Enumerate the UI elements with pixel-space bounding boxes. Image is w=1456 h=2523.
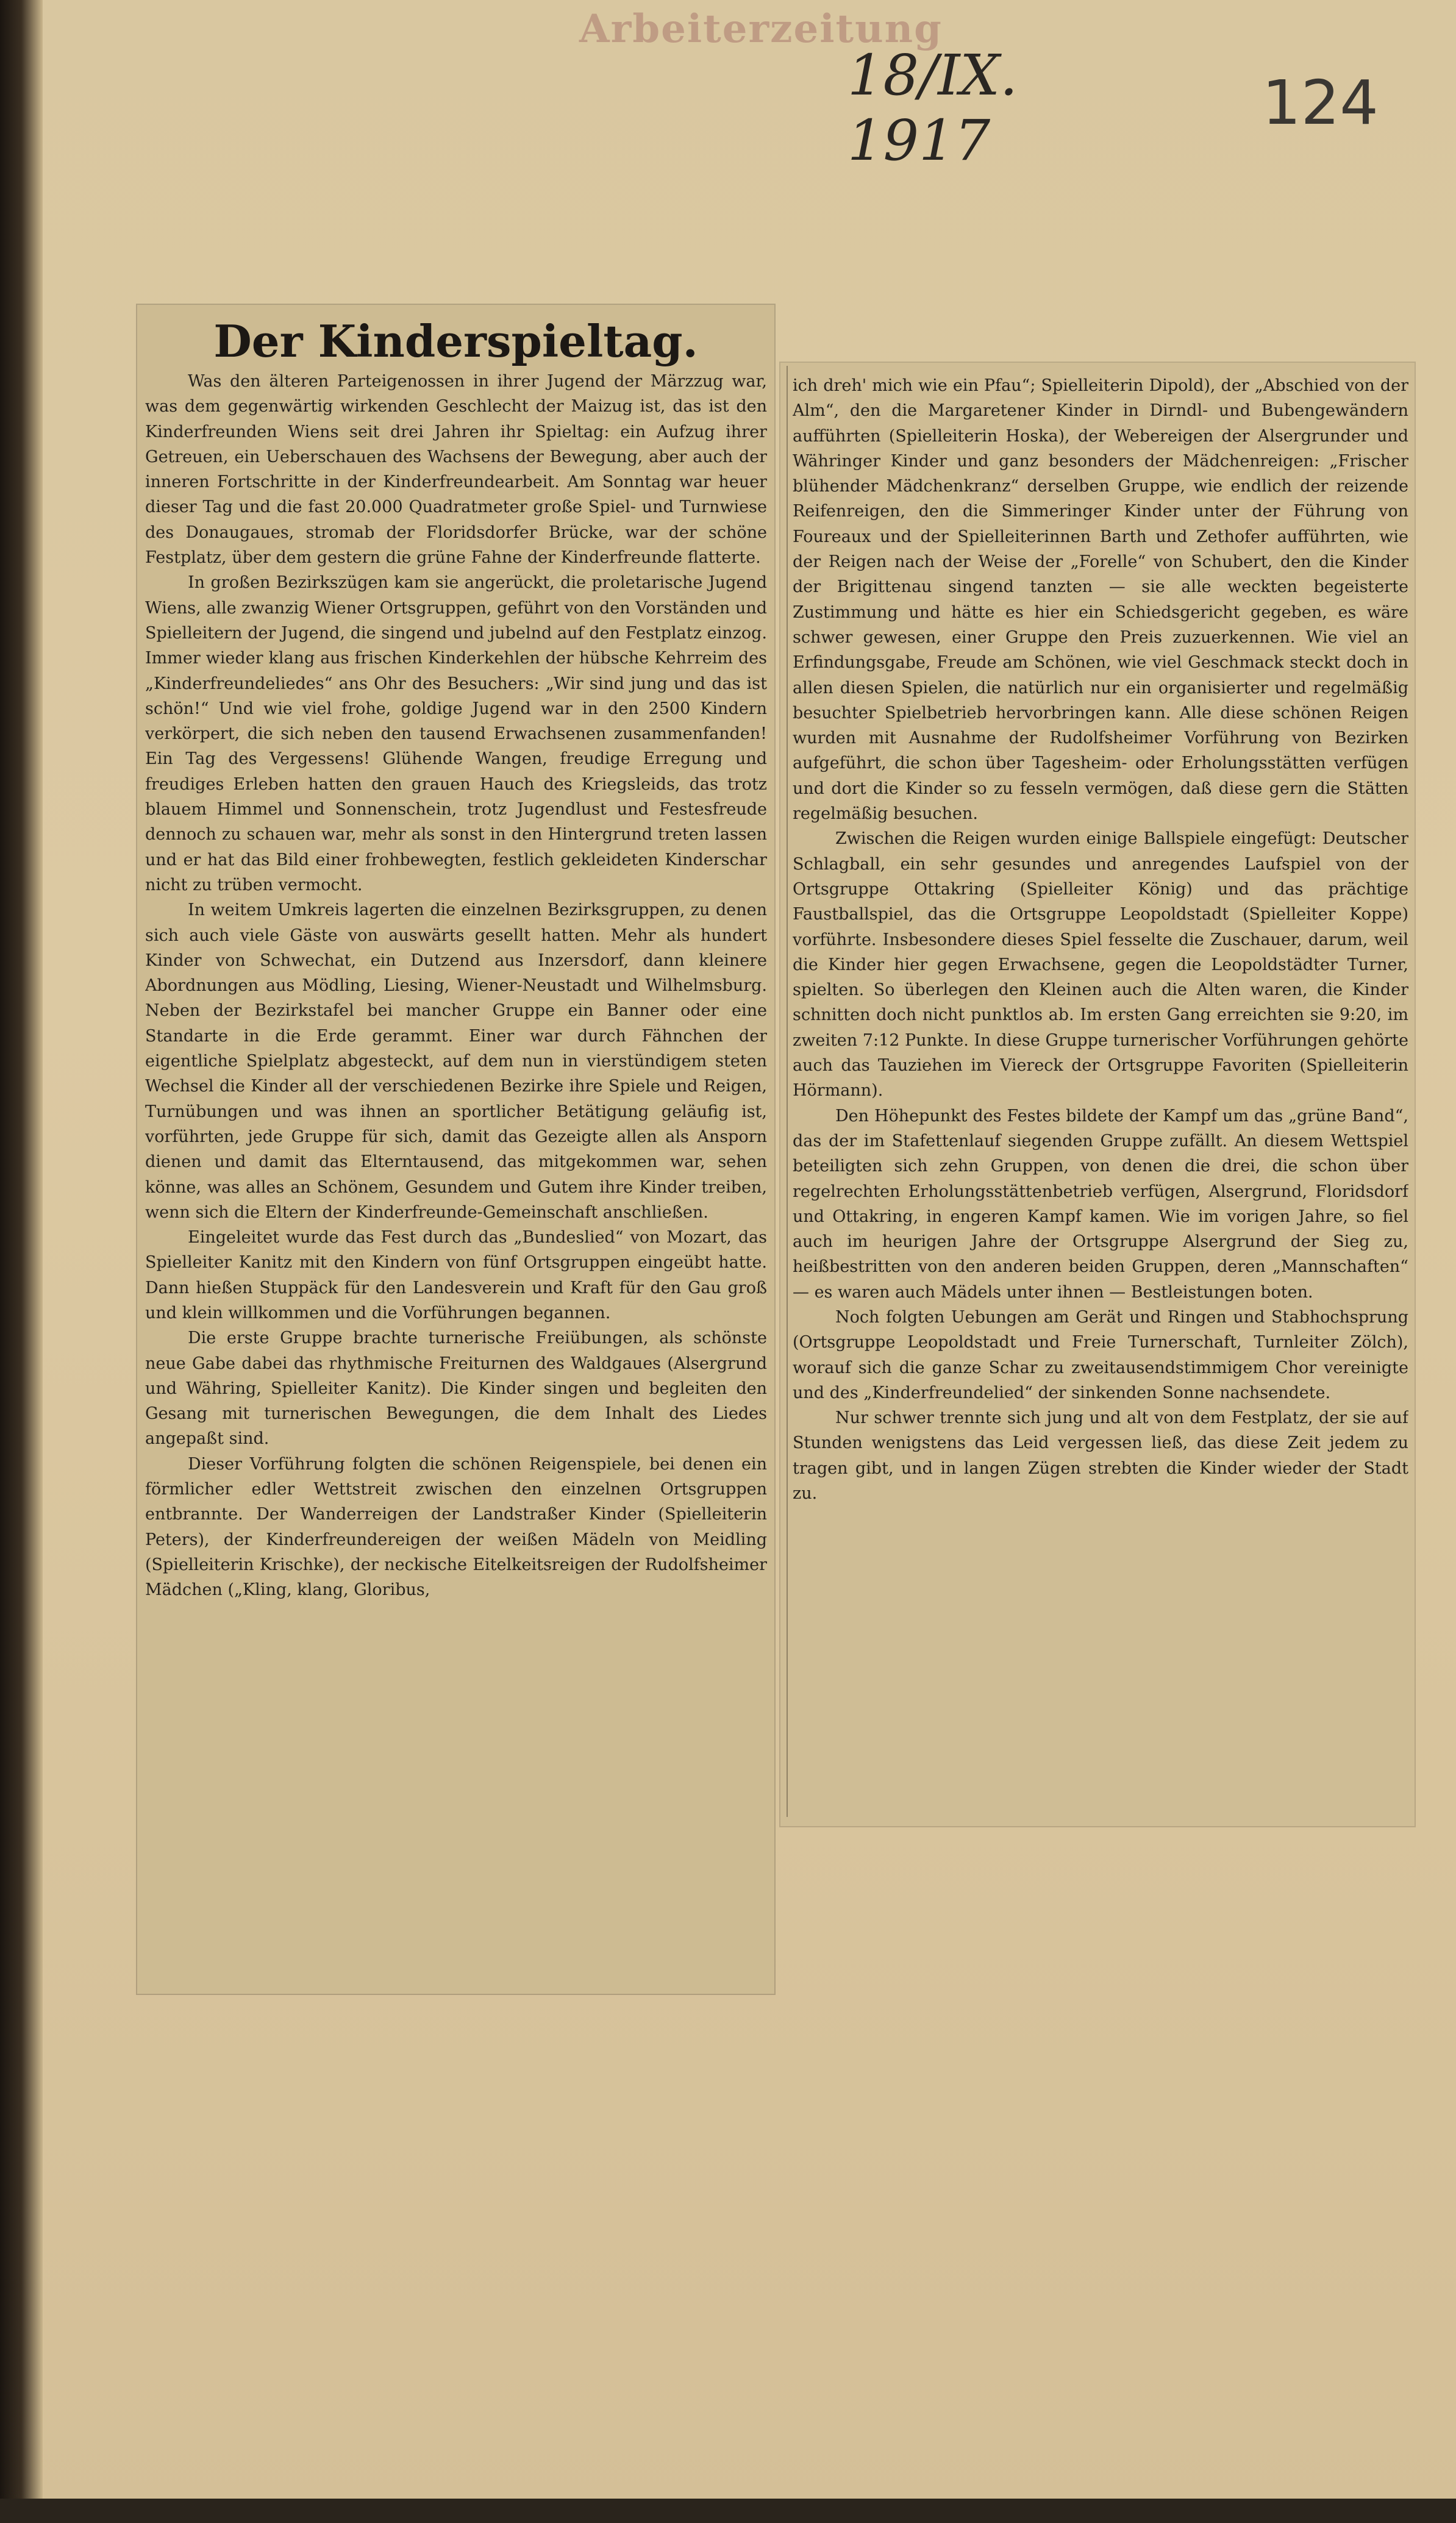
- paragraph: Eingeleitet wurde das Fest durch das „Bundeslied“ von Mozart, das Spielleiter Kanitz mit den Kindern von fünf Ortsgruppen eingeübt hatte. Dann hießen Stuppäck für den Landesverein und Kraft für den Gau groß und klein willkommen und die Vorführungen begannen.: [145, 1228, 767, 1322]
- bottom-edge: [0, 2499, 1456, 2523]
- paragraph: Was den älteren Parteigenossen in ihrer Jugend der Märzzug war, was dem gegenwärtig wirkenden Geschlecht der Maizug ist, das ist den Kinderfreunden Wiens seit drei Jahren ihr Spieltag: ein Aufzug ihrer Getreuen, ein Ueberschauen des Wachsens der Bewegung, aber auch der inneren Fortschritte in der Kinderfreundearbeit. Am Sonntag war heuer dieser Tag und die fast 20.000 Quadratmeter große Spiel- und Turnwiese des Donaugaues, stromab der Floridsdorfer Brücke, war der schöne Festplatz, über dem gestern die grüne Fahne der Kinderfreunde flatterte.: [145, 372, 767, 568]
- paragraph: ich dreh' mich wie ein Pfau“; Spielleiterin Dipold), der „Abschied von der Alm“, den die Margaretener Kinder in Dirndl- und Bubengewändern aufführten (Spielleiterin Hoska), der Webereigen der Alsergrunder und Währinger Kinder und ganz besonders der Mädchenreigen: „Frischer blühender Mädchenkranz“ derselben Gruppe, wie endlich der reizende Reifenreigen, den die Simmeringer Kinder unter der Führung von Foureaux und der Spielleiterinnen Barth und Zethofer aufführten, wie der Reigen nach der Weise der „Forelle“ von Schubert, den die Kinder der Brigittenau singend tanzten — sie alle weckten begeisterte Zustimmung und hätte es hier ein Schiedsgericht gegeben, es wäre schwer gewesen, einer Gruppe den Preis zuzuerkennen. Wie viel an Erfindungsgabe, Freude am Schönen, wie viel Geschmack steckt doch in allen diesen Spielen, die natürlich nur ein organisierter und regelmäßig besuchter Spielbetrieb hervorbringen kann. Alle diese schönen Reigen wurden mit Ausnahme der Rudolfsheimer Vorführung von Bezirken aufgeführt, die schon über Tagesheim- oder Erholungsstätten verfügen und dort die Kinder so zu fesseln vermögen, daß diese gern die Stätten regelmäßig besuchen.: [793, 376, 1408, 824]
- handwritten-date: 18/IX. 1917: [848, 43, 1018, 173]
- handwritten-number: 124: [1262, 67, 1379, 138]
- paragraph: Den Höhepunkt des Festes bildete der Kampf um das „grüne Band“, das der im Stafettenlauf siegenden Gruppe zufällt. An diesem Wettspiel beteiligten sich zehn Gruppen, von denen die drei, die schon über regelrechten Erholungsstättenbetrieb verfügen, Alsergrund, Floridsdorf und Ottakring, in engeren Kampf kamen. Wie im vorigen Jahre, so fiel auch im heurigen Jahre der Ortsgruppe Alsergrund der Sieg zu, heißbestritten von den anderen beiden Gruppen, deren „Mannschaften“ — es waren auch Mädels unter ihnen — Bestleistungen boten.: [793, 1106, 1408, 1302]
- binding-edge: [0, 0, 43, 2523]
- paragraph: Die erste Gruppe brachte turnerische Freiübungen, als schönste neue Gabe dabei das rhythmische Freiturnen des Waldgaues (Alsergrund und Währing, Spielleiter Kanitz). Die Kinder singen und begleiten den Gesang mit turnerischen Bewegungen, die dem Inhalt des Liedes angepaßt sind.: [145, 1329, 767, 1449]
- paragraph: Zwischen die Reigen wurden einige Ballspiele eingefügt: Deutscher Schlagball, ein sehr gesundes und anregendes Laufspiel von der Ortsgruppe Ottakring (Spielleiter König) und das prächtige Faustballspiel, das die Ortsgruppe Leopoldstadt (Spielleiter Koppe) vorführte. Insbesondere dieses Spiel fesselte die Zuschauer, darum, weil die Kinder hier gegen Erwachsene, gegen die Leopoldstädter Turner, spielten. So überlegen den Kleinen auch die Alten waren, die Kinder schnitten doch nicht punktlos ab. Im ersten Gang erreichten sie 9:20, im zweiten 7:12 Punkte. In diese Gruppe turnerischer Vorführungen gehörte auch das Tauziehen im Viereck der Ortsgruppe Favoriten (Spielleiterin Hörmann).: [793, 829, 1408, 1101]
- article-right-column: [793, 373, 1408, 1818]
- paragraph: Nur schwer trennte sich jung und alt von dem Festplatz, der sie auf Stunden wenigstens das Leid vergessen ließ, das diese Zeit jedem zu tragen gibt, und in langen Zügen strebten die Kinder wieder der Stadt zu.: [793, 1408, 1408, 1504]
- paragraph: Dieser Vorführung folgten die schönen Reigenspiele, bei denen ein förmlicher edler Wettstreit zwischen den einzelnen Ortsgruppen entbrannte. Der Wanderreigen der Landstraßer Kinder (Spielleiterin Peters), der Kinderfreundereigen der weißen Mädeln von Meidling (Spielleiterin Krischke), der neckische Eitelkeitsreigen der Rudolfsheimer Mädchen („Kling, klang, Gloribus,: [145, 1454, 767, 1600]
- article-title: Der Kinderspieltag.: [213, 315, 698, 367]
- column-rule: [787, 366, 788, 1817]
- paragraph: In weitem Umkreis lagerten die einzelnen Bezirksgruppen, zu denen sich auch viele Gäste von auswärts gesellt hatten. Mehr als hundert Kinder von Schwechat, ein Dutzend aus Inzersdorf, dann kleinere Abordnungen aus Mödling, Liesing, Wiener-Neustadt und Wilhelmsburg. Neben der Bezirkstafel bei mancher Gruppe ein Banner oder eine Standarte in die Erde gerammt. Einer war durch Fähnchen der eigentliche Spielplatz abgesteckt, auf dem nun in vierstündigem steten Wechsel die Kinder all der verschiedenen Bezirke ihre Spiele und Reigen, Turnübungen und was ihnen an sportlicher Betätigung geläufig ist, vorführten, jede Gruppe für sich, damit das Gezeigte allen als Ansporn dienen und damit das Elterntausend, das mitgekommen war, sehen könne, was alles an Schönem, Gesundem und Gutem ihre Kinder treiben, wenn sich die Eltern der Kinderfreunde-Gemeinschaft anschließen.: [145, 901, 767, 1222]
- newspaper-stamp: Arbeiterzeitung: [579, 6, 943, 52]
- article-left-column: [145, 369, 767, 1988]
- paragraph: In großen Bezirkszügen kam sie angerückt, die proletarische Jugend Wiens, alle zwanzig Wiener Ortsgruppen, geführt von den Vorständen und Spielleitern der Jugend, die singend und jubelnd auf den Festplatz einzog. Immer wieder klang aus frischen Kinderkehlen der hübsche Kehrreim des „Kinderfreundeliedes“ ans Ohr des Besuchers: „Wir sind jung und das ist schön!“ Und wie viel frohe, goldige Jugend war in den 2500 Kindern verkörpert, die sich neben den tausend Erwachsenen zusammenfanden! Ein Tag des Vergessens! Glühende Wangen, freudige Erregung und freudiges Erleben hatten den grauen Hauch des Kriegsleids, das trotz blauem Himmel und Sonnenschein, trotz Jugendlust und Festesfreude dennoch zu schauen war, mehr als sonst in den Hintergrund treten lassen und er hat das Bild einer frohbewegten, festlich gekleideten Kinderschar nicht zu trüben vermocht.: [145, 573, 767, 894]
- paragraph: Noch folgten Uebungen am Gerät und Ringen und Stabhochsprung (Ortsgruppe Leopoldstadt und Freie Turnerschaft, Turnleiter Zölch), worauf sich die ganze Schar zu zweitausendstimmigem Chor vereinigte und des „Kinderfreundelied“ der sinkenden Sonne nachsendete.: [793, 1307, 1408, 1402]
